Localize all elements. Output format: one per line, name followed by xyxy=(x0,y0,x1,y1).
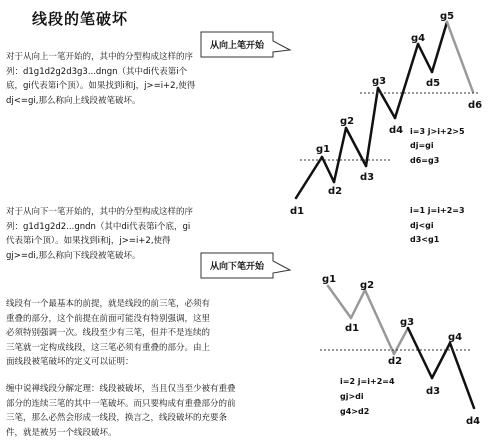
label-d6: d6 xyxy=(468,100,483,111)
note-down-top-1: i=1 j=i+2=3 xyxy=(410,206,465,215)
stroke-d5-g5 xyxy=(432,22,447,72)
downward-segment-strokes xyxy=(328,286,474,408)
label-down-d4: d4 xyxy=(466,416,481,427)
label-down-g4: g4 xyxy=(448,332,463,343)
label-down-d3: d3 xyxy=(426,386,441,397)
callout-downward xyxy=(201,253,290,278)
note-down-bottom-2: gj>di xyxy=(340,392,364,401)
paragraph-premise: 线段有一个最基本的前提，就是线段的前三笔，必须有重叠的部分，这个前提在前面可能没有特别强调，这里必须特别强调一次。线段至少有三笔，但并不是连续的三笔就一定构成线段，这三笔必须有重叠的部分。由上面线段被笔破坏的定义可以证明： xyxy=(6,299,211,367)
label-down-g3: g3 xyxy=(400,317,415,328)
stroke-g1-d1 xyxy=(328,286,351,318)
callout-upward xyxy=(201,32,290,57)
note-down-top-2: dj<gi xyxy=(410,221,434,230)
label-down-d1: d1 xyxy=(345,323,360,334)
paragraph-downward-definition: 对于从向下一笔开始的，其中的分型构成这样的序列：g1d1g2d2...gndn（其中di代表第i个底，gi代表第i个顶）。如果找到i和j，j>=i+2,使得gj>=di,那么称向下线段被笔破坏。 xyxy=(6,207,194,261)
label-down-g2: g2 xyxy=(360,280,375,291)
label-g3: g3 xyxy=(372,76,387,87)
stroke-g4-d4 xyxy=(450,343,474,408)
callout-upward-text: 从向上笔开始 xyxy=(210,41,265,51)
note-down-top-3: d3<g1 xyxy=(410,235,440,244)
stroke-g1-d2 xyxy=(322,157,334,182)
stroke-d3-g4 xyxy=(432,343,450,378)
stroke-d3-g3 xyxy=(366,88,378,166)
note-up-2: dj=gi xyxy=(410,141,434,150)
paragraph-theorem: 缠中说禅线段分解定理：线段被破坏，当且仅当至少被有重叠部分的连续三笔的其中一笔破坏。而只要构成有重叠部分的前三笔，那么必然会形成一线段，换言之，线段破坏的充要条件，就是被另一个线段破坏。 xyxy=(6,384,236,438)
callout-downward-text: 从向下笔开始 xyxy=(210,262,265,272)
note-up-1: i=3 j>i+2>5 xyxy=(410,127,465,136)
stroke-d1-g1 xyxy=(296,157,322,198)
upward-segment-strokes xyxy=(296,22,473,198)
label-down-g1: g1 xyxy=(322,274,337,285)
note-up-3: d6=g3 xyxy=(410,156,440,165)
label-g1: g1 xyxy=(316,144,331,155)
note-down-bottom-1: i=2 j=i+2=4 xyxy=(340,377,395,386)
label-g5: g5 xyxy=(440,11,455,22)
label-d5: d5 xyxy=(426,78,441,89)
stroke-g4-d5 xyxy=(418,44,432,72)
stroke-d2-g2 xyxy=(334,128,346,182)
stroke-g5-d6 xyxy=(447,22,473,92)
label-down-d2: d2 xyxy=(388,356,403,367)
note-down-bottom-3: g4>d2 xyxy=(340,407,370,416)
label-d4: d4 xyxy=(389,125,404,136)
downward-notes-bottom xyxy=(340,377,395,416)
stroke-d4-g4 xyxy=(395,44,418,118)
stroke-g3-d3 xyxy=(408,328,432,378)
page-title: 线段的笔破坏 xyxy=(32,10,129,28)
downward-notes-top xyxy=(410,206,465,244)
paragraph-upward-definition: 对于从向上一笔开始的，其中的分型构成这样的序列：d1g1d2g2d3g3...dngn（其中di代表第i个底，gi代表第i个顶）。如果找到i和j，j>=i+2,使得dj<=gi,那么称向上线段被笔破坏。 xyxy=(6,52,196,106)
label-g2: g2 xyxy=(340,116,355,127)
stroke-g2-d2 xyxy=(365,290,394,354)
label-g4: g4 xyxy=(411,33,426,44)
label-d2: d2 xyxy=(328,186,343,197)
label-d3: d3 xyxy=(360,172,375,183)
upward-notes xyxy=(410,127,465,165)
label-d1: d1 xyxy=(290,206,305,217)
stroke-d1-g2 xyxy=(351,290,365,318)
